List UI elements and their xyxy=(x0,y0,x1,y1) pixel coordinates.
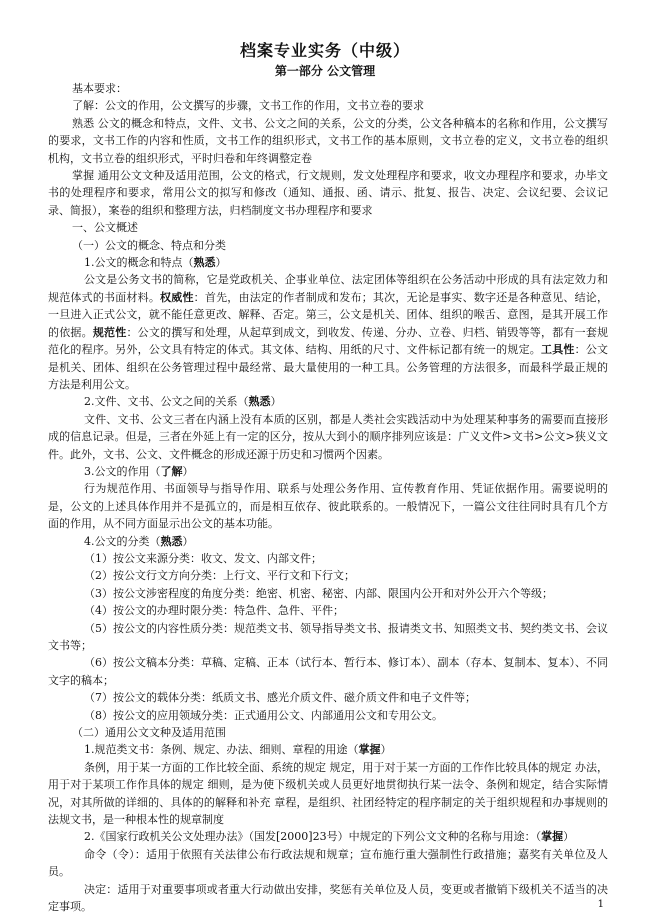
page-number: 1 xyxy=(597,899,604,910)
requirements-heading: 基本要求： xyxy=(72,82,127,95)
classification-item: （1）按公文来源分类：收文、发文、内部文件； xyxy=(84,551,322,565)
item-heading-classification: 4.公文的分类（熟悉） xyxy=(84,534,194,548)
requirement-master: 掌握 通用公文文种及适用范围，公文的格式，行文规则，发文处理程序和要求，收文办理程序和要求，办毕文书的处理程序和要求，常用公文的拟写和修改（通知、通报、函、请示、批复、报告、决定、会议纪要、会议记录、简报），案卷的组织和整理方法，归档制度文书办理程序和要求 xyxy=(48,169,608,217)
classification-item: （2）按公文行文方向分类：上行文、平行文和下行文； xyxy=(84,569,355,583)
paragraph-concept: 公文是公务文书的简称，它是党政机关、企事业单位、法定团体等组织在公务活动中形成的具有法定效力和规范体式的书面材料。权威性：首先，由法定的作者制成和发布；其次，无论是事实、数字还是各种意见、结论，一旦进入正式公文，就不能任意更改、解释、否定。第三，公文是机关、团体、组织的喉舌、意图，是其开展工作的依据。规范性：公文的撰写和处理，从起草到成文，到收发、传递、分办、立卷、归档、销毁等等，都有一套规范化的程序。另外，公文具有特定的体式。其文体、结构、用纸的尺寸、文件标记都有统一的规定。工具性：公文是机关、团体、组织在公务管理过程中最经常、最大量使用的一种工具。公务管理的方法很多，而最科学最正规的方法是利用公文。 xyxy=(48,273,609,391)
document-title: 档案专业实务（中级） xyxy=(239,41,410,60)
paragraph-functions: 行为规范作用、书面领导与指导作用、联系与处理公务作用、宣传教育作用、凭证依据作用。需要说明的是，公文的上述具体作用并不是孤立的，而是相互依存、彼此联系的。一般情况下，一篇公文往往同时具有几个方面的作用，从不同方面显示出公文的基本功能。 xyxy=(48,482,608,531)
paragraph-normative-docs: 条例，用于某一方面的工作比较全面、系统的规定 规定，用于对于某一方面的工作作比较具体的规定 办法，用于对于某项工作作具体的规定 细则，是为使下级机关或人员更好地贯彻执行某一法令、条例和规定，结合实际情况，对其所做的详细的、具体的的解释和补充 章程，是组织、社团经特定的程序制定的关于组织规程和办事规则的法规文书，是一种根本性的规章制度 xyxy=(48,760,608,827)
keyword-normative: 规范性 xyxy=(92,325,127,339)
classification-item: （3）按公文涉密程度的角度分类：绝密、机密、秘密、内部、限国内公开和对外公开六个等级； xyxy=(84,586,553,600)
level-tag: 熟悉 xyxy=(160,534,183,548)
classification-item: （8）按公文的应用领域分类：正式通用公文、内部通用公文和专用公文。 xyxy=(84,708,443,722)
item-heading-concept: 1.公文的概念和特点（熟悉） xyxy=(84,256,227,270)
level-tag: 掌握 xyxy=(358,743,381,757)
classification-item: （7）按公文的载体分类：纸质文书、感光介质文件、磁介质文件和电子文件等； xyxy=(84,691,476,705)
subsection-heading-1-1: （一）公文的概念、特点和分类 xyxy=(72,238,226,252)
subsection-heading-1-2: （二）通用公文文种及适用范围 xyxy=(72,726,226,740)
paragraph-command: 命令（令）：适用于依照有关法律公布行政法规和规章；宣布施行重大强制性行政措施；嘉奖有关单位及人员。 xyxy=(48,847,608,879)
classification-item: （5）按公文的内容性质分类：规范类文书、领导指导类文书、报请类文书、知照类文书、契约类文书、会议文书等； xyxy=(48,621,608,652)
item-heading-doc-types: 2.《国家行政机关公文处理办法》（国发[2000]23号）中规定的下列公文文种的名称与用途：（掌握） xyxy=(84,830,575,844)
requirement-understand: 了解：公文的作用，公文撰写的步骤，文书工作的作用，文书立卷的要求 xyxy=(72,99,424,113)
level-tag: 熟悉 xyxy=(248,395,271,409)
requirement-familiar: 熟悉 公文的概念和特点，文件、文书、公文之间的关系，公文的分类，公文各种稿本的名称和作用，公文撰写的要求，文书工作的内容和性质，文书工作的组织形式，文书工作的基本原则，文书立卷的定义，文书立卷的组织机构，文书立卷的组织形式，平时归卷和年终调整定卷 xyxy=(48,116,608,165)
paragraph-decision: 决定：适用于对重要事项或者重大行动做出安排，奖惩有关单位及人员，变更或者撤销下级机关不适当的决定事项。 xyxy=(48,882,608,914)
classification-item: （4）按公文的办理时限分类：特急件、急件、平件； xyxy=(84,604,344,618)
classification-item: （6）按公文稿本分类：草稿、定稿、正本（试行本、暂行本、修订本）、副本（存本、复制本、复本）、不同文字的稿本； xyxy=(48,656,608,687)
paragraph-relations: 文件、文书、公文三者在内涵上没有本质的区别，都是人类社会实践活动中为处理某种事务的需要而直接形成的信息记录。但是，三者在外延上有一定的区分，按从大到小的顺序排列应该是：广义文件>文书>公文>狭义文件。此外，文书、公文、文件概念的形成还源于历史和习惯两个因素。 xyxy=(48,412,608,461)
section-heading-1: 一、公文概述 xyxy=(72,221,138,235)
document-body xyxy=(48,80,608,916)
keyword-instrumental: 工具性 xyxy=(540,343,575,357)
item-heading-normative-docs: 1.规范类文书：条例、规定、办法、细则、章程的用途（掌握） xyxy=(84,743,392,757)
level-tag: 熟悉 xyxy=(193,256,216,270)
level-tag: 了解 xyxy=(160,464,183,478)
level-tag: 掌握 xyxy=(541,830,564,844)
item-heading-functions: 3.公文的作用（了解） xyxy=(84,464,194,478)
keyword-authority: 权威性 xyxy=(160,290,194,304)
item-heading-relations: 2.文件、文书、公文之间的关系（熟悉） xyxy=(84,395,282,409)
document-subtitle: 第一部分 公文管理 xyxy=(274,64,376,78)
